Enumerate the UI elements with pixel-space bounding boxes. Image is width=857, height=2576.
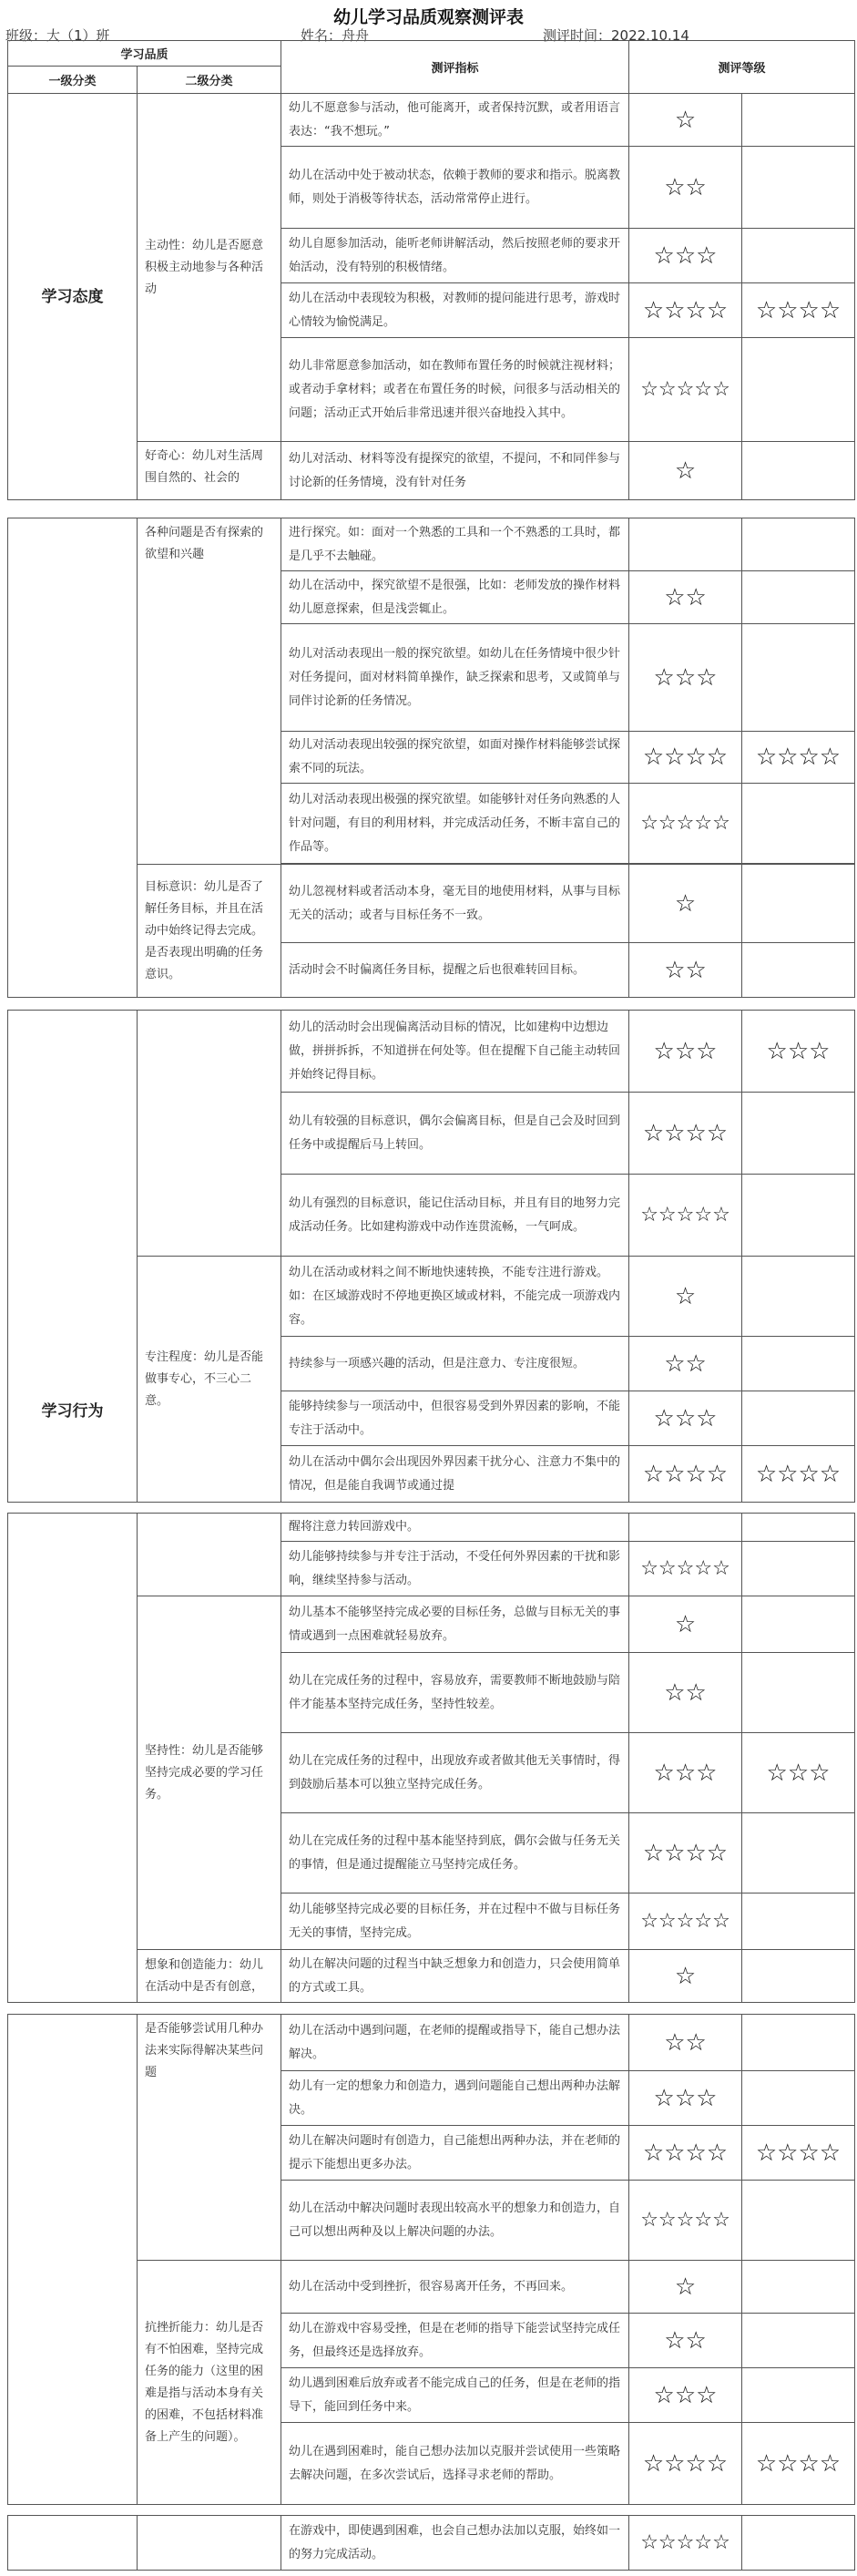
indicator-text: 幼儿有强烈的目标意识，能记住活动目标，并且有目的地努力完成活动任务。比如建构游戏中动作连贯流畅，一气呵成。 <box>281 1175 629 1257</box>
star-result <box>742 1391 855 1446</box>
star-level: ☆☆☆☆ <box>629 732 742 784</box>
level2-resilience: 抗挫折能力：幼儿是否有不怕困难，坚持完成任务的能力（这里的困难是指与活动本身有关的困难，不包括材料准备上产生的问题）。 <box>138 2261 281 2505</box>
star-level: ☆☆☆☆☆ <box>629 1894 742 1950</box>
star-level: ☆☆☆ <box>629 1011 742 1093</box>
star-level: ☆☆ <box>629 2015 742 2071</box>
star-result: ☆☆☆☆ <box>742 1446 855 1503</box>
indicator-text: 醒将注意力转回游戏中。 <box>281 1514 629 1542</box>
indicator-text: 幼儿在遇到困难时，能自己想办法加以克服并尝试使用一些策略去解决问题，在多次尝试后，选择寻求老师的帮助。 <box>281 2423 629 2505</box>
indicator-text: 幼儿在活动中解决问题时表现出较高水平的想象力和创造力，自己可以想出两种及以上解决问题的办法。 <box>281 2181 629 2261</box>
header-level1: 一级分类 <box>8 67 138 94</box>
star-result <box>742 1514 855 1542</box>
star-level: ☆☆ <box>629 2314 742 2368</box>
star-level: ☆☆ <box>629 943 742 998</box>
star-level: ☆☆☆ <box>629 1391 742 1446</box>
indicator-text: 幼儿的活动时会出现偏离活动目标的情况，比如建构中边想边做，拼拼拆拆，不知道拼在何处等。但在提醒下自己能主动转回并始终记得目标。 <box>281 1011 629 1093</box>
level1-attitude: 学习态度 <box>8 94 138 500</box>
header-rating: 测评等级 <box>629 41 855 94</box>
star-level: ☆☆ <box>629 1337 742 1391</box>
indicator-text: 幼儿在活动中偶尔会出现因外界因素干扰分心、注意力不集中的情况，但是能自我调节或通过提 <box>281 1446 629 1503</box>
star-result <box>742 2314 855 2368</box>
indicator-text: 幼儿忽视材料或者活动本身，毫无目的地使用材料，从事与目标无关的活动；或者与目标任务不一致。 <box>281 865 629 943</box>
indicator-text: 幼儿在活动中遇到问题，在老师的提醒或指导下，能自己想办法解决。 <box>281 2015 629 2071</box>
indicator-text: 幼儿在活动中受到挫折，很容易离开任务，不再回来。 <box>281 2261 629 2314</box>
indicator-text: 持续参与一项感兴趣的活动，但是注意力、专注度很短。 <box>281 1337 629 1391</box>
star-result <box>742 1093 855 1175</box>
star-level: ☆☆☆ <box>629 1733 742 1813</box>
star-result <box>742 2015 855 2071</box>
star-result <box>742 1894 855 1950</box>
indicator-text: 幼儿遇到困难后放弃或者不能完成自己的任务，但是在老师的指导下，能回到任务中来。 <box>281 2368 629 2423</box>
star-result <box>742 1175 855 1257</box>
page-title: 幼儿学习品质观察测评表 <box>332 7 524 27</box>
indicator-text: 幼儿在完成任务的过程中，容易放弃，需要教师不断地鼓励与陪伴才能基本坚持完成任务，坚持性较差。 <box>281 1653 629 1733</box>
star-result <box>742 1653 855 1733</box>
star-level: ☆ <box>629 442 742 500</box>
indicator-text: 幼儿在活动中处于被动状态，依赖于教师的要求和指示。脱离教师，则处于消极等待状态，活动常常停止进行。 <box>281 147 629 229</box>
level2-initiative: 主动性：幼儿是否愿意积极主动地参与各种活动 <box>138 94 281 442</box>
level1-behavior: 学习行为 <box>8 1011 138 1503</box>
star-level: ☆☆☆☆☆ <box>629 2516 742 2571</box>
indicator-text: 幼儿在活动中，探究欲望不是很强，比如：老师发放的操作材料幼儿愿意探索，但是浅尝辄止。 <box>281 571 629 624</box>
star-level: ☆☆ <box>629 147 742 229</box>
level2-focus: 专注程度：幼儿是否能做事专心，不三心二意。 <box>138 1257 281 1503</box>
indicator-text: 幼儿对活动表现出较强的探究欲望，如面对操作材料能够尝试探索不同的玩法。 <box>281 732 629 784</box>
indicator-text: 幼儿在解决问题的过程当中缺乏想象力和创造力，只会使用简单的方式或工具。 <box>281 1950 629 2003</box>
star-result: ☆☆☆☆ <box>742 2423 855 2505</box>
indicator-text: 进行探究。如：面对一个熟悉的工具和一个不熟悉的工具时，都是几乎不去触碰。 <box>281 518 629 571</box>
indicator-text: 幼儿在完成任务的过程中基本能坚持到底，偶尔会做与任务无关的事情，但是通过提醒能立马坚持完成任务。 <box>281 1813 629 1894</box>
header-indicator: 测评指标 <box>281 41 629 94</box>
star-result <box>742 2071 855 2126</box>
indicator-text: 活动时会不时偏离任务目标，提醒之后也很难转回目标。 <box>281 943 629 998</box>
star-level <box>629 1514 742 1542</box>
indicator-text: 幼儿在完成任务的过程中，出现放弃或者做其他无关事情时，得到鼓励后基本可以独立坚持完成任务。 <box>281 1733 629 1813</box>
star-result <box>742 1596 855 1653</box>
indicator-text: 能够持续参与一项活动中，但很容易受到外界因素的影响，不能专注于活动中。 <box>281 1391 629 1446</box>
star-level: ☆☆☆☆ <box>629 1093 742 1175</box>
star-result: ☆☆☆☆ <box>742 283 855 338</box>
table-section-3 <box>7 1010 854 1503</box>
indicator-text: 幼儿在解决问题时有创造力，自己能想出两种办法，并在老师的提示下能想出更多办法。 <box>281 2126 629 2181</box>
star-result <box>742 2181 855 2261</box>
star-result <box>742 442 855 500</box>
indicator-text: 幼儿非常愿意参加活动，如在教师布置任务的时候就注视材料；或者动手拿材料；或者在布置任务的时候，问很多与活动相关的问题；活动正式开始后非常迅速并很兴奋地投入其中。 <box>281 338 629 442</box>
star-result <box>742 94 855 147</box>
level2-imagination: 想象和创造能力：幼儿在活动中是否有创意， <box>138 1950 281 2003</box>
star-level: ☆☆ <box>629 571 742 624</box>
name-label: 姓名：舟舟 <box>301 27 370 44</box>
date-label: 测评时间：2022.10.14 <box>543 27 689 44</box>
star-result <box>742 1813 855 1894</box>
star-level: ☆☆☆☆ <box>629 1813 742 1894</box>
indicator-text: 幼儿在游戏中容易受挫，但是在老师的指导下能尝试坚持完成任务，但最终还是选择放弃。 <box>281 2314 629 2368</box>
star-level: ☆☆☆ <box>629 2071 742 2126</box>
star-result <box>742 2368 855 2423</box>
star-result <box>742 1337 855 1391</box>
star-level: ☆☆☆☆☆ <box>629 784 742 864</box>
indicator-text: 幼儿对活动表现出一般的探究欲望。如幼儿在任务情境中很少针对任务提问，面对材料简单操作，缺乏探索和思考，又或简单与同伴讨论新的任务情况。 <box>281 624 629 732</box>
indicator-text: 幼儿不愿意参与活动，他可能离开，或者保持沉默，或者用语言表达：“我不想玩。” <box>281 94 629 147</box>
star-level: ☆ <box>629 1257 742 1337</box>
star-result <box>742 147 855 229</box>
level2-blank-3 <box>138 2516 281 2571</box>
star-result <box>742 571 855 624</box>
table-section-6 <box>7 2515 854 2571</box>
level2-focus-cont <box>138 1514 281 1596</box>
level1-blank <box>8 518 138 998</box>
table-section-1 <box>7 40 854 500</box>
star-level: ☆☆ <box>629 1653 742 1733</box>
star-level: ☆☆☆☆☆ <box>629 2181 742 2261</box>
level1-blank-3 <box>8 2516 138 2571</box>
star-result <box>742 865 855 943</box>
level1-blank-2 <box>8 2015 138 2505</box>
star-level: ☆☆☆☆☆ <box>629 1542 742 1596</box>
level2-goal: 目标意识：幼儿是否了解任务目标，并且在活动中始终记得去完成。是否表现出明确的任务意识。 <box>138 865 281 998</box>
star-result: ☆☆☆☆ <box>742 2126 855 2181</box>
indicator-text: 幼儿基本不能够坚持完成必要的目标任务，总做与目标无关的事情或遇到一点困难就轻易放弃。 <box>281 1596 629 1653</box>
star-result <box>742 338 855 442</box>
indicator-text: 幼儿有一定的想象力和创造力，遇到问题能自己想出两种办法解决。 <box>281 2071 629 2126</box>
star-level: ☆☆☆☆☆ <box>629 1175 742 1257</box>
level1-behavior-cont <box>8 1514 138 2003</box>
level2-curiosity-cont: 各种问题是否有探索的欲望和兴趣 <box>138 518 281 865</box>
star-level: ☆☆☆☆ <box>629 2423 742 2505</box>
indicator-text: 幼儿有较强的目标意识，偶尔会偏离目标，但是自己会及时回到任务中或提醒后马上转回。 <box>281 1093 629 1175</box>
star-result <box>742 1257 855 1337</box>
star-result <box>742 624 855 732</box>
star-level: ☆ <box>629 865 742 943</box>
star-level: ☆ <box>629 1950 742 2003</box>
star-level: ☆☆☆ <box>629 2368 742 2423</box>
star-result <box>742 2516 855 2571</box>
star-result <box>742 1542 855 1596</box>
star-level <box>629 518 742 571</box>
indicator-text: 幼儿对活动表现出极强的探究欲望。如能够针对任务向熟悉的人针对问题，有目的利用材料，并完成活动任务，不断丰富自己的作品等。 <box>281 784 629 864</box>
star-level: ☆☆☆ <box>629 229 742 283</box>
star-result <box>742 2261 855 2314</box>
table-section-5 <box>7 2014 854 2505</box>
star-level: ☆ <box>629 94 742 147</box>
star-result <box>742 1950 855 2003</box>
star-level: ☆ <box>629 2261 742 2314</box>
star-result <box>742 518 855 571</box>
header-quality: 学习品质 <box>8 41 281 67</box>
star-level: ☆☆☆☆☆ <box>629 338 742 442</box>
level2-goal-cont <box>138 1011 281 1257</box>
star-result: ☆☆☆ <box>742 1011 855 1093</box>
level2-imagination-cont: 是否能够尝试用几种办法来实际得解决某些问题 <box>138 2015 281 2261</box>
star-level: ☆☆☆☆ <box>629 1446 742 1503</box>
indicator-text: 幼儿在活动或材料之间不断地快速转换，不能专注进行游戏。如：在区域游戏时不停地更换区域或材料，不能完成一项游戏内容。 <box>281 1257 629 1337</box>
indicator-text: 幼儿能够坚持完成必要的目标任务，并在过程中不做与目标任务无关的事情，坚持完成。 <box>281 1894 629 1950</box>
star-level: ☆☆☆☆ <box>629 2126 742 2181</box>
header-level2: 二级分类 <box>138 67 281 94</box>
indicator-text: 幼儿对活动、材料等没有提探究的欲望，不提问，不和同伴参与讨论新的任务情境，没有针对任务 <box>281 442 629 500</box>
level2-curiosity: 好奇心：幼儿对生活周围自然的、社会的 <box>138 442 281 500</box>
star-result: ☆☆☆☆ <box>742 732 855 784</box>
star-result <box>742 784 855 864</box>
indicator-text: 幼儿能够持续参与并专注于活动，不受任何外界因素的干扰和影响，继续坚持参与活动。 <box>281 1542 629 1596</box>
star-level: ☆☆☆ <box>629 624 742 732</box>
star-level: ☆ <box>629 1596 742 1653</box>
table-section-4 <box>7 1513 854 2003</box>
class-label: 班级：大（1）班 <box>5 27 110 44</box>
star-level: ☆☆☆☆ <box>629 283 742 338</box>
indicator-text: 在游戏中，即使遇到困难，也会自己想办法加以克服，始终如一的努力完成活动。 <box>281 2516 629 2571</box>
star-result <box>742 943 855 998</box>
level2-persistence: 坚持性：幼儿是否能够坚持完成必要的学习任务。 <box>138 1596 281 1950</box>
table-section-2 <box>7 518 854 998</box>
star-result <box>742 229 855 283</box>
indicator-text: 幼儿在活动中表现较为积极，对教师的提问能进行思考，游戏时心情较为愉悦满足。 <box>281 283 629 338</box>
star-result: ☆☆☆ <box>742 1733 855 1813</box>
indicator-text: 幼儿自愿参加活动，能听老师讲解活动，然后按照老师的要求开始活动，没有特别的积极情绪。 <box>281 229 629 283</box>
